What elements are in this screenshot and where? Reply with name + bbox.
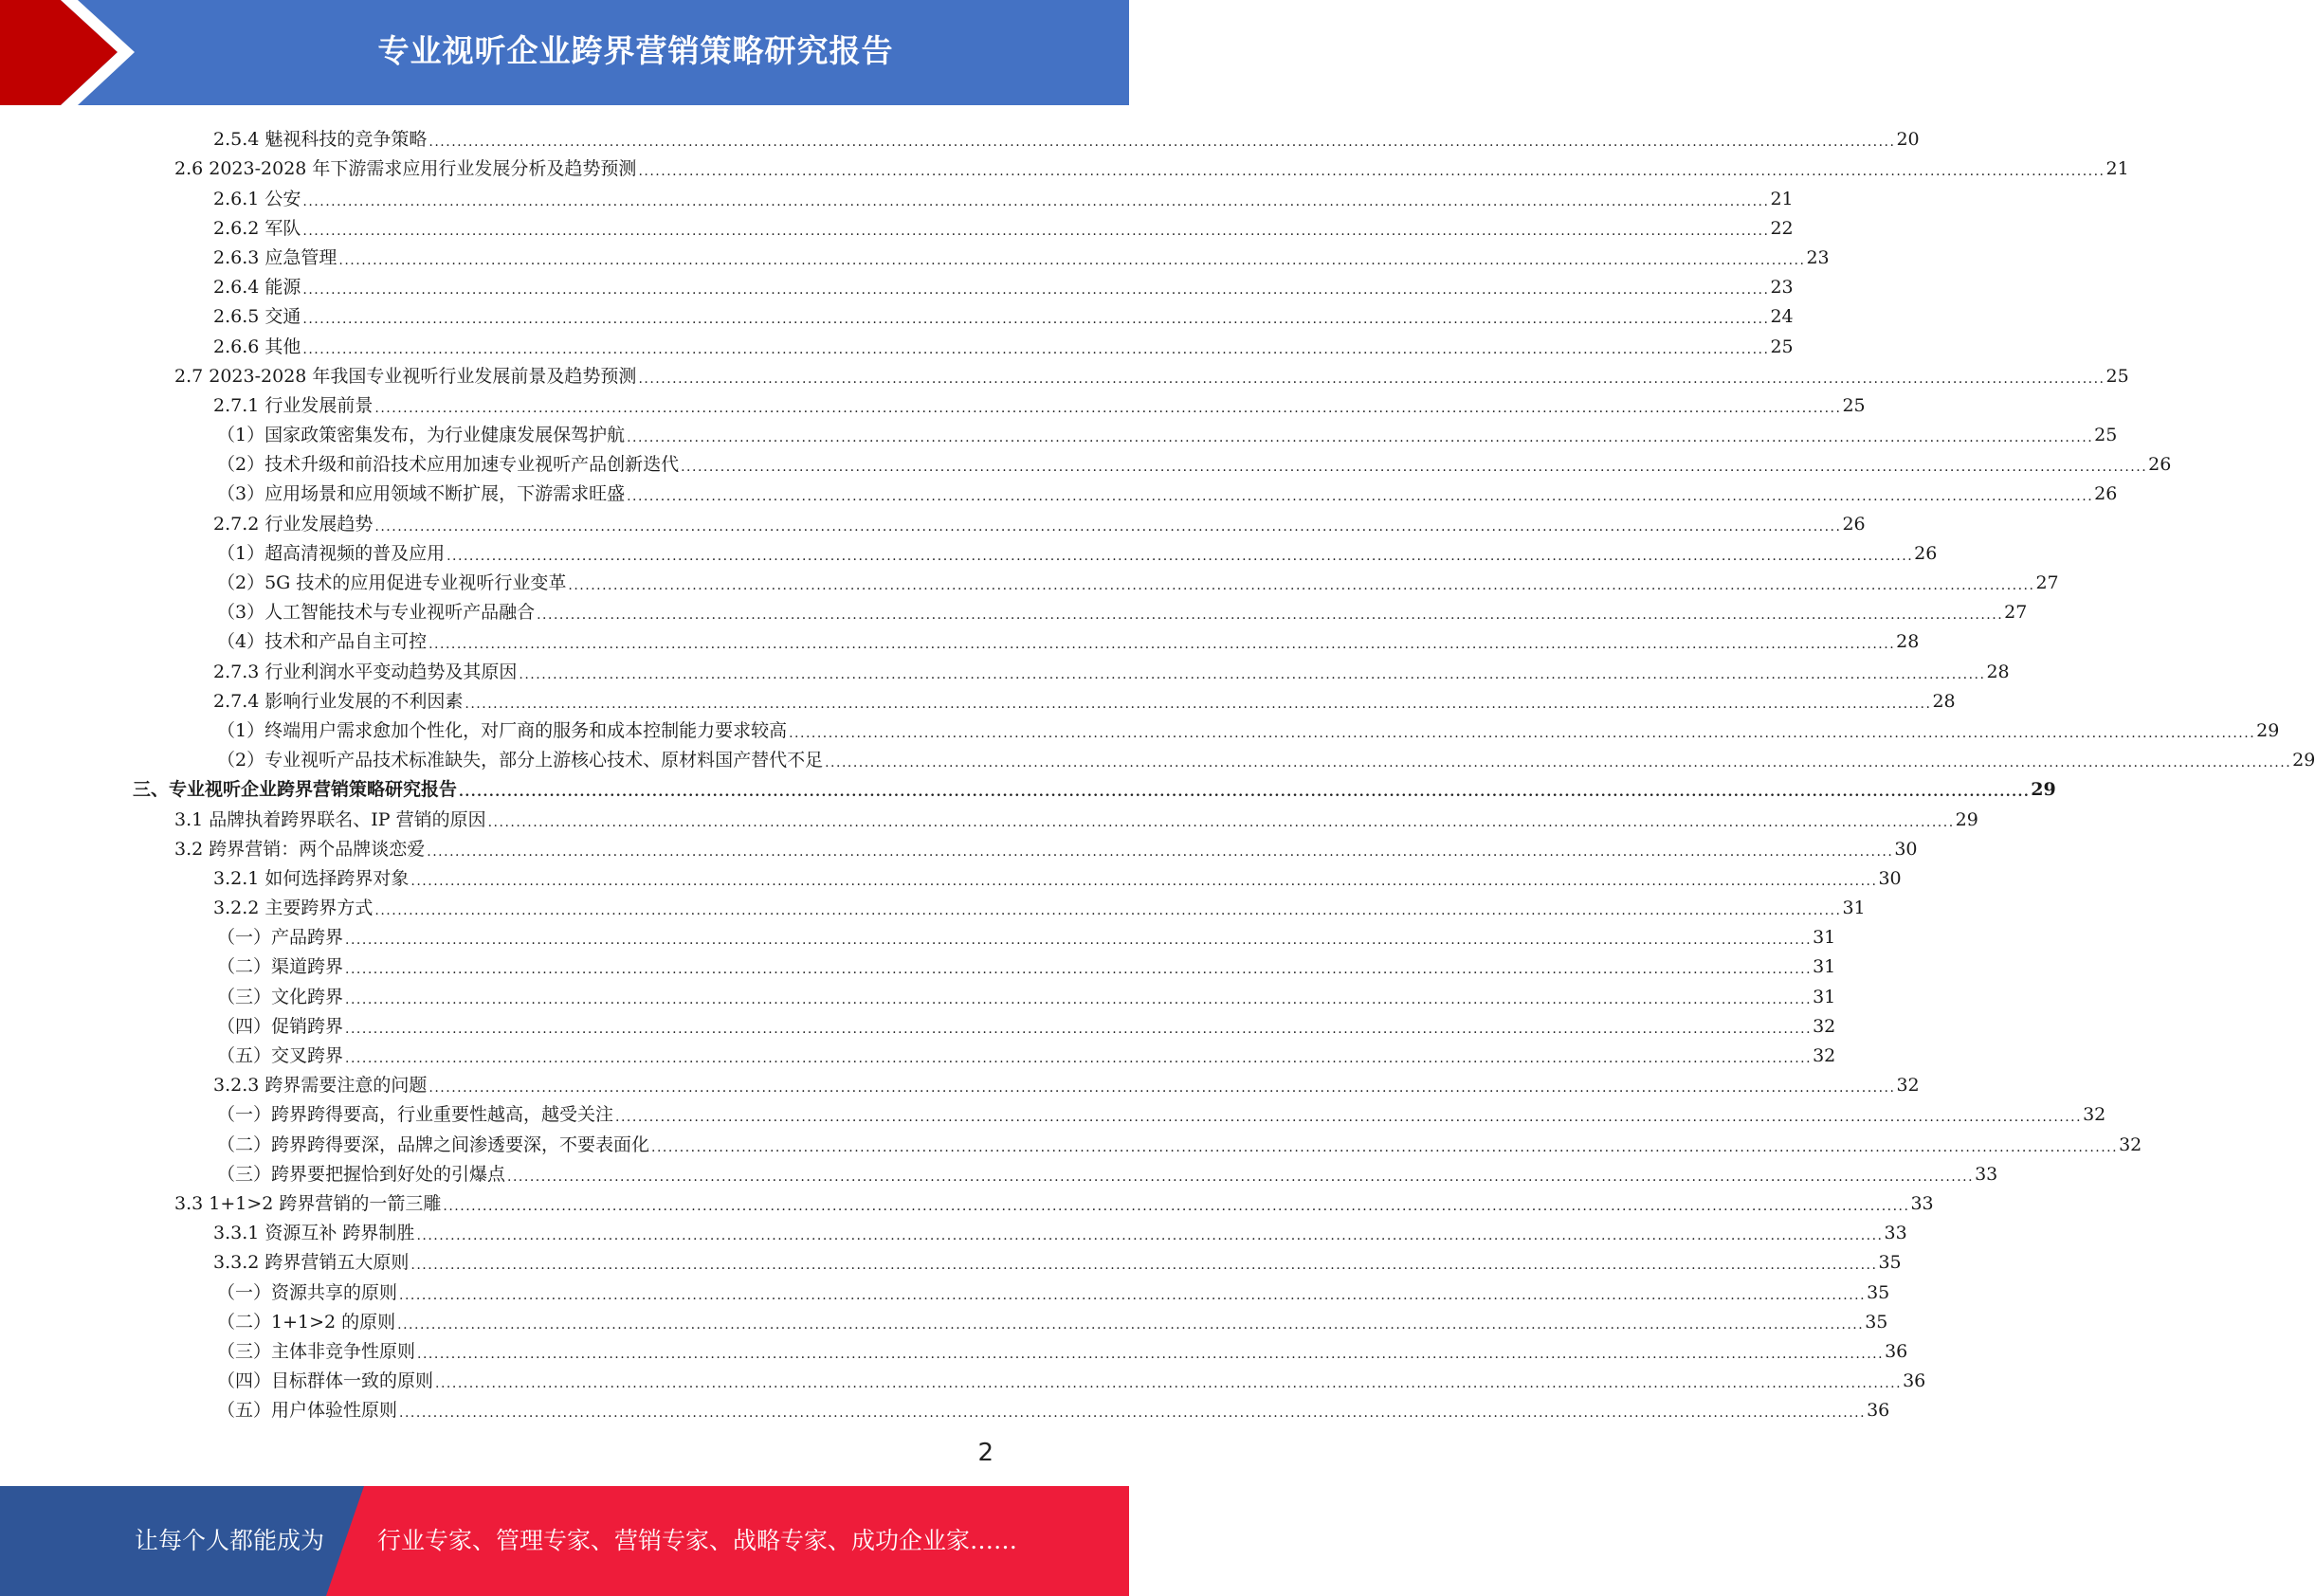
toc-dot-leader: ....................................................................................................................................................................................................................................................................	[416, 1228, 1884, 1244]
toc-entry-title: （3）人工智能技术与专业视听产品融合	[217, 602, 536, 624]
toc-entry-page: 29	[2256, 719, 2280, 741]
toc-entry-page: 28	[1932, 690, 1956, 712]
toc-entry-page: 21	[2105, 158, 2129, 180]
toc-entry-page: 32	[1813, 1015, 1836, 1037]
toc-dot-leader: ....................................................................................................................................................................................................................................................................	[427, 843, 1894, 860]
page-footer	[0, 1486, 1129, 1596]
toc-dot-leader: ....................................................................................................................................................................................................................................................................	[345, 1051, 1813, 1066]
toc-entry-page: 26	[2094, 483, 2118, 505]
toc-entry[interactable]	[0, 269, 1794, 299]
toc-entry[interactable]	[0, 151, 2129, 180]
toc-entry-title: （五）用户体验性原则	[217, 1400, 398, 1422]
toc-entry[interactable]	[0, 1392, 1890, 1422]
toc-entry-page: 35	[1878, 1252, 1902, 1274]
toc-entry-page: 30	[1878, 867, 1902, 889]
toc-dot-leader: ....................................................................................................................................................................................................................................................................	[638, 164, 2105, 180]
toc-entry[interactable]	[0, 1274, 1890, 1303]
toc-entry[interactable]	[0, 624, 1920, 653]
toc-dot-leader: ....................................................................................................................................................................................................................................................................	[627, 430, 2094, 446]
toc-dot-leader: ....................................................................................................................................................................................................................................................................	[519, 666, 1986, 682]
toc-entry-page: 36	[1867, 1400, 1890, 1422]
toc-entry-title: （1）国家政策密集发布，为行业健康发展保驾护航	[217, 425, 626, 446]
toc-entry-title: （1）超高清视频的普及应用	[217, 542, 446, 564]
toc-entry[interactable]	[0, 653, 2010, 682]
toc-dot-leader: ....................................................................................................................................................................................................................................................................	[465, 696, 1932, 712]
toc-dot-leader: ....................................................................................................................................................................................................................................................................	[399, 1406, 1867, 1422]
toc-entry[interactable]	[0, 890, 1866, 919]
toc-dot-leader: ....................................................................................................................................................................................................................................................................	[651, 1139, 2119, 1155]
toc-dot-leader: ....................................................................................................................................................................................................................................................................	[568, 578, 2035, 593]
toc-entry-page: 32	[2083, 1104, 2106, 1126]
toc-dot-leader: ....................................................................................................................................................................................................................................................................	[447, 548, 1914, 564]
toc-entry[interactable]	[0, 1156, 1998, 1186]
toc-entry[interactable]	[0, 180, 1794, 209]
toc-dot-leader: ....................................................................................................................................................................................................................................................................	[410, 1258, 1878, 1274]
toc-entry[interactable]	[0, 476, 2118, 505]
toc-entry-page: 22	[1770, 217, 1794, 239]
toc-entry[interactable]	[0, 505, 1866, 535]
toc-entry-title: 2.6.5 交通	[213, 306, 301, 328]
toc-entry[interactable]	[0, 978, 1836, 1007]
toc-entry[interactable]	[0, 831, 1918, 861]
toc-dot-leader: ....................................................................................................................................................................................................................................................................	[302, 193, 1770, 209]
toc-entry-title: 2.7.3 行业利润水平变动趋势及其原因	[213, 661, 518, 682]
toc-entry-title: 3.3.2 跨界营销五大原则	[213, 1252, 410, 1274]
toc-entry-page: 33	[1884, 1223, 1907, 1244]
toc-entry-page: 26	[1914, 542, 1938, 564]
toc-entry[interactable]	[0, 1215, 1907, 1244]
toc-dot-leader: ....................................................................................................................................................................................................................................................................	[638, 371, 2105, 387]
toc-entry-title: （二）1+1>2 的原则	[217, 1311, 396, 1333]
toc-entry[interactable]	[0, 949, 1836, 978]
toc-entry[interactable]	[0, 358, 2129, 388]
page-number: 2	[977, 1439, 993, 1467]
footer-slogan-left: 让每个人都能成为	[135, 1527, 325, 1554]
document-title: 专业视听企业跨界营销策略研究报告	[377, 32, 894, 69]
toc-entry[interactable]	[0, 446, 2172, 476]
toc-entry-page: 33	[1910, 1192, 1934, 1214]
toc-dot-leader: ....................................................................................................................................................................................................................................................................	[459, 785, 2031, 801]
toc-dot-leader: ....................................................................................................................................................................................................................................................................	[397, 1316, 1865, 1333]
toc-entry-title: 3.1 品牌执着跨界联名、IP 营销的原因	[174, 808, 486, 830]
toc-entry-page: 23	[1770, 277, 1794, 299]
toc-entry[interactable]	[0, 594, 2028, 624]
toc-dot-leader: ....................................................................................................................................................................................................................................................................	[615, 1110, 2083, 1126]
toc-entry-page: 35	[1865, 1311, 1888, 1333]
toc-dot-leader: ....................................................................................................................................................................................................................................................................	[345, 962, 1813, 978]
toc-entry-page: 25	[2094, 425, 2118, 446]
toc-entry[interactable]	[0, 1186, 1934, 1215]
toc-entry-title: （一）资源共享的原则	[217, 1281, 398, 1303]
toc-entry-page: 27	[2035, 572, 2059, 593]
toc-entry-title: 2.5.4 魅视科技的竞争策略	[213, 129, 428, 151]
toc-entry-title: （二）渠道跨界	[217, 956, 344, 978]
toc-entry-page: 36	[1885, 1340, 1908, 1362]
toc-dot-leader: ....................................................................................................................................................................................................................................................................	[410, 873, 1878, 889]
toc-entry-title: （4）技术和产品自主可控	[217, 631, 428, 653]
toc-entry-title: 3.2 跨界营销：两个品牌谈恋爱	[174, 838, 426, 860]
toc-dot-leader: ....................................................................................................................................................................................................................................................................	[417, 1346, 1885, 1362]
footer-slogan-right: 行业专家、管理专家、营销专家、战略专家、成功企业家……	[377, 1527, 1018, 1554]
toc-entry[interactable]	[0, 210, 1794, 240]
toc-dot-leader: ....................................................................................................................................................................................................................................................................	[435, 1376, 1903, 1392]
toc-dot-leader: ....................................................................................................................................................................................................................................................................	[681, 460, 2148, 476]
toc-entry-page: 31	[1813, 956, 1836, 978]
toc-entry-title: （三）跨界要把握恰到好处的引爆点	[217, 1163, 506, 1185]
toc-entry-page: 32	[1896, 1075, 1920, 1097]
toc-dot-leader: ....................................................................................................................................................................................................................................................................	[537, 608, 2004, 624]
toc-entry-title: （3）应用场景和应用领域不断扩展，下游需求旺盛	[217, 483, 626, 505]
toc-entry-page: 36	[1903, 1370, 1926, 1392]
toc-entry-page: 31	[1813, 986, 1836, 1007]
toc-entry-title: 2.7.1 行业发展前景	[213, 394, 374, 416]
toc-entry-page: 28	[1896, 631, 1920, 653]
toc-entry[interactable]	[0, 742, 2315, 771]
toc-entry-title: （三）主体非竞争性原则	[217, 1340, 416, 1362]
toc-entry-page: 26	[2148, 454, 2172, 476]
toc-entry-page: 23	[1806, 246, 1830, 268]
toc-entry-title: 2.6.3 应急管理	[213, 246, 337, 268]
toc-entry-page: 28	[1986, 661, 2010, 682]
toc-entry[interactable]	[0, 771, 2056, 801]
toc-entry[interactable]	[0, 1038, 1836, 1067]
toc-entry-title: 2.7 2023-2028 年我国专业视听行业发展前景及趋势预测	[174, 365, 637, 387]
header-arrow-decoration	[0, 0, 152, 105]
toc-entry-page: 21	[1770, 188, 1794, 209]
toc-dot-leader: ....................................................................................................................................................................................................................................................................	[428, 135, 1896, 151]
toc-entry[interactable]	[0, 299, 1794, 328]
toc-entry-title: 3.2.1 如何选择跨界对象	[213, 867, 410, 889]
toc-entry-title: （2）专业视听产品技术标准缺失，部分上游核心技术、原材料国产替代不足	[217, 750, 824, 771]
toc-entry-title: 2.6.6 其他	[213, 336, 301, 357]
toc-dot-leader: ....................................................................................................................................................................................................................................................................	[428, 637, 1896, 653]
toc-entry-title: （四）促销跨界	[217, 1015, 344, 1037]
toc-entry[interactable]	[0, 1126, 2142, 1155]
toc-dot-leader: ....................................................................................................................................................................................................................................................................	[338, 252, 1806, 268]
toc-entry-title: 2.6.2 军队	[213, 217, 301, 239]
toc-dot-leader: ....................................................................................................................................................................................................................................................................	[302, 282, 1770, 299]
toc-entry-page: 29	[2031, 779, 2056, 801]
page-header	[0, 0, 1129, 105]
toc-entry-page: 32	[1813, 1045, 1836, 1066]
toc-dot-leader: ....................................................................................................................................................................................................................................................................	[302, 312, 1770, 328]
toc-entry-title: 2.6.4 能源	[213, 277, 301, 299]
toc-entry[interactable]	[0, 328, 1794, 357]
toc-entry-title: 2.7.4 影响行业发展的不利因素	[213, 690, 464, 712]
toc-entry-page: 32	[2119, 1134, 2142, 1155]
toc-entry-title: （五）交叉跨界	[217, 1045, 344, 1066]
toc-entry-page: 25	[1770, 336, 1794, 357]
toc-dot-leader: ....................................................................................................................................................................................................................................................................	[345, 1021, 1813, 1037]
toc-entry-page: 31	[1813, 927, 1836, 949]
toc-entry-title: （三）文化跨界	[217, 986, 344, 1007]
toc-entry-title: 三、专业视听企业跨界营销策略研究报告	[133, 779, 458, 801]
toc-entry-title: （2）5G 技术的应用促进专业视听行业变革	[217, 572, 567, 593]
toc-dot-leader: ....................................................................................................................................................................................................................................................................	[345, 991, 1813, 1007]
toc-entry-title: （1）终端用户需求愈加个性化，对厂商的服务和成本控制能力要求较高	[217, 719, 788, 741]
toc-entry-page: 25	[2105, 365, 2129, 387]
toc-entry[interactable]	[0, 1008, 1836, 1038]
toc-dot-leader: ....................................................................................................................................................................................................................................................................	[487, 814, 1955, 830]
toc-entry[interactable]	[0, 417, 2118, 446]
toc-entry-page: 26	[1842, 513, 1866, 535]
toc-entry-title: （二）跨界跨得要深，品牌之间渗透要深，不要表面化	[217, 1134, 650, 1155]
toc-entry-title: 2.6.1 公安	[213, 188, 301, 209]
toc-entry[interactable]	[0, 121, 1920, 151]
toc-entry-page: 27	[2004, 602, 2028, 624]
toc-entry[interactable]	[0, 919, 1836, 949]
toc-entry[interactable]	[0, 1333, 1908, 1363]
toc-entry-title: 3.3 1+1>2 跨界营销的一箭三雕	[174, 1192, 442, 1214]
toc-entry-title: （一）跨界跨得要高，行业重要性越高，越受关注	[217, 1104, 614, 1126]
toc-entry-title: 3.2.3 跨界需要注意的问题	[213, 1075, 428, 1097]
toc-dot-leader: ....................................................................................................................................................................................................................................................................	[789, 725, 2256, 741]
toc-entry[interactable]	[0, 1363, 1926, 1392]
toc-entry[interactable]	[0, 388, 1866, 417]
toc-entry-page: 29	[1955, 808, 1978, 830]
toc-entry[interactable]	[0, 535, 1938, 565]
toc-entry-page: 31	[1842, 898, 1866, 919]
toc-entry-page: 25	[1842, 394, 1866, 416]
toc-dot-leader: ....................................................................................................................................................................................................................................................................	[443, 1198, 1910, 1214]
toc-dot-leader: ....................................................................................................................................................................................................................................................................	[627, 489, 2094, 505]
table-of-contents	[0, 121, 2315, 1422]
toc-entry-title: 2.7.2 行业发展趋势	[213, 513, 374, 535]
toc-entry[interactable]	[0, 683, 1956, 713]
toc-entry-title: 2.6 2023-2028 年下游需求应用行业发展分析及趋势预测	[174, 158, 637, 180]
toc-entry[interactable]	[0, 801, 1978, 830]
toc-entry[interactable]	[0, 240, 1830, 269]
toc-dot-leader: ....................................................................................................................................................................................................................................................................	[507, 1169, 1975, 1185]
toc-entry[interactable]	[0, 1067, 1920, 1097]
toc-entry[interactable]	[0, 1244, 1902, 1274]
toc-dot-leader: ....................................................................................................................................................................................................................................................................	[302, 341, 1770, 357]
toc-dot-leader: ....................................................................................................................................................................................................................................................................	[345, 933, 1813, 949]
toc-entry-title: （四）目标群体一致的原则	[217, 1370, 434, 1392]
toc-entry-title: （2）技术升级和前沿技术应用加速专业视听产品创新迭代	[217, 454, 680, 476]
toc-entry[interactable]	[0, 565, 2059, 594]
toc-entry-page: 30	[1894, 838, 1918, 860]
toc-entry[interactable]	[0, 1097, 2106, 1126]
toc-entry-page: 33	[1975, 1163, 1998, 1185]
toc-entry-page: 20	[1896, 129, 1920, 151]
toc-entry-page: 24	[1770, 306, 1794, 328]
toc-entry-page: 29	[2292, 750, 2315, 771]
toc-dot-leader: ....................................................................................................................................................................................................................................................................	[302, 223, 1770, 239]
toc-entry-title: 3.2.2 主要跨界方式	[213, 898, 374, 919]
toc-entry-title: （一）产品跨界	[217, 927, 344, 949]
toc-entry[interactable]	[0, 861, 1902, 890]
toc-entry[interactable]	[0, 1304, 1888, 1333]
toc-dot-leader: ....................................................................................................................................................................................................................................................................	[374, 400, 1842, 416]
toc-entry[interactable]	[0, 713, 2280, 742]
toc-entry-page: 35	[1867, 1281, 1890, 1303]
toc-dot-leader: ....................................................................................................................................................................................................................................................................	[428, 1080, 1896, 1097]
toc-dot-leader: ....................................................................................................................................................................................................................................................................	[374, 903, 1842, 919]
toc-dot-leader: ....................................................................................................................................................................................................................................................................	[825, 755, 2292, 771]
toc-dot-leader: ....................................................................................................................................................................................................................................................................	[374, 518, 1842, 535]
toc-dot-leader: ....................................................................................................................................................................................................................................................................	[399, 1287, 1867, 1303]
toc-entry-title: 3.3.1 资源互补 跨界制胜	[213, 1223, 415, 1244]
